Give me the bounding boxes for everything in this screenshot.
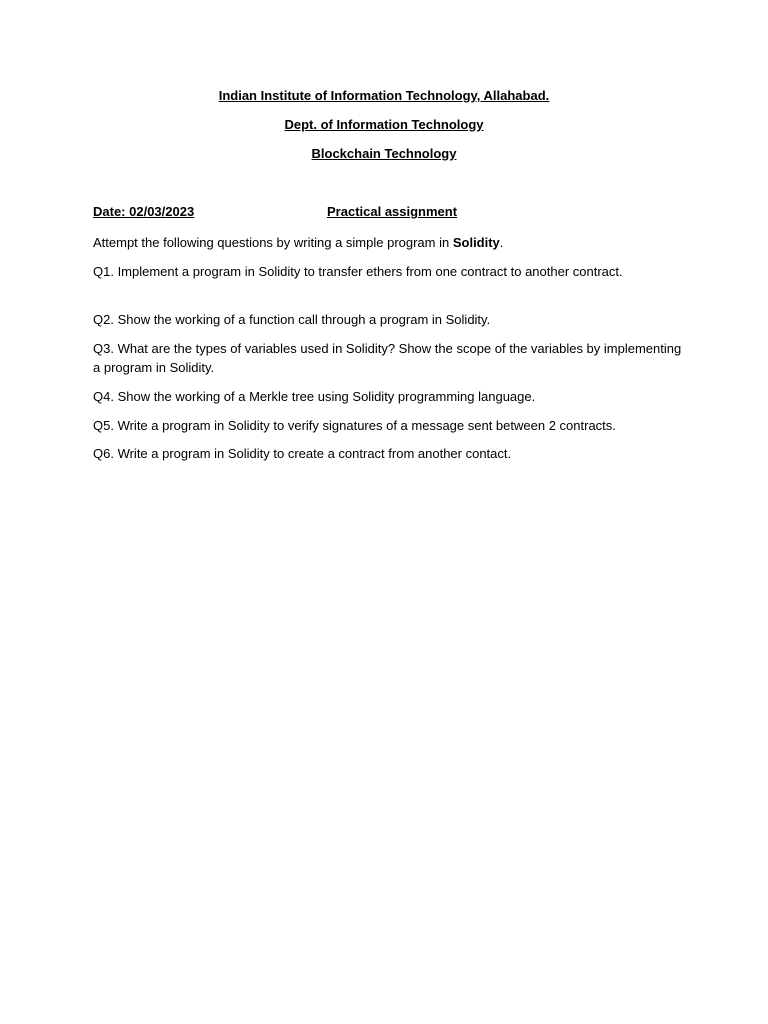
course-heading: Blockchain Technology: [311, 146, 457, 161]
date-label: Date: 02/03/2023: [93, 204, 195, 219]
question-4: Q4. Show the working of a Merkle tree using Solidity programming language.: [93, 389, 536, 404]
question-6: Q6. Write a program in Solidity to create a contract from another contact.: [93, 446, 512, 461]
question-1: Q1. Implement a program in Solidity to transfer ethers from one contract to another contract.: [93, 264, 623, 279]
instructions-language: Solidity: [452, 235, 500, 250]
question-3: Q3. What are the types of variables used in Solidity? Show the scope of the variables by implementing a program in Solidity.: [93, 341, 682, 375]
question-2: Q2. Show the working of a function call through a program in Solidity.: [93, 312, 491, 327]
instructions-suffix: .: [499, 235, 504, 250]
department-heading: Dept. of Information Technology: [284, 117, 484, 132]
instructions-prefix: Attempt the following questions by writing a simple program in: [93, 235, 453, 250]
assignment-type-label: Practical assignment: [327, 204, 458, 219]
instructions-text: [93, 233, 683, 252]
question-5: Q5. Write a program in Solidity to verify signatures of a message sent between 2 contracts.: [93, 418, 616, 433]
date-row: [93, 204, 713, 220]
institute-heading: Indian Institute of Information Technology, Allahabad.: [218, 88, 550, 103]
